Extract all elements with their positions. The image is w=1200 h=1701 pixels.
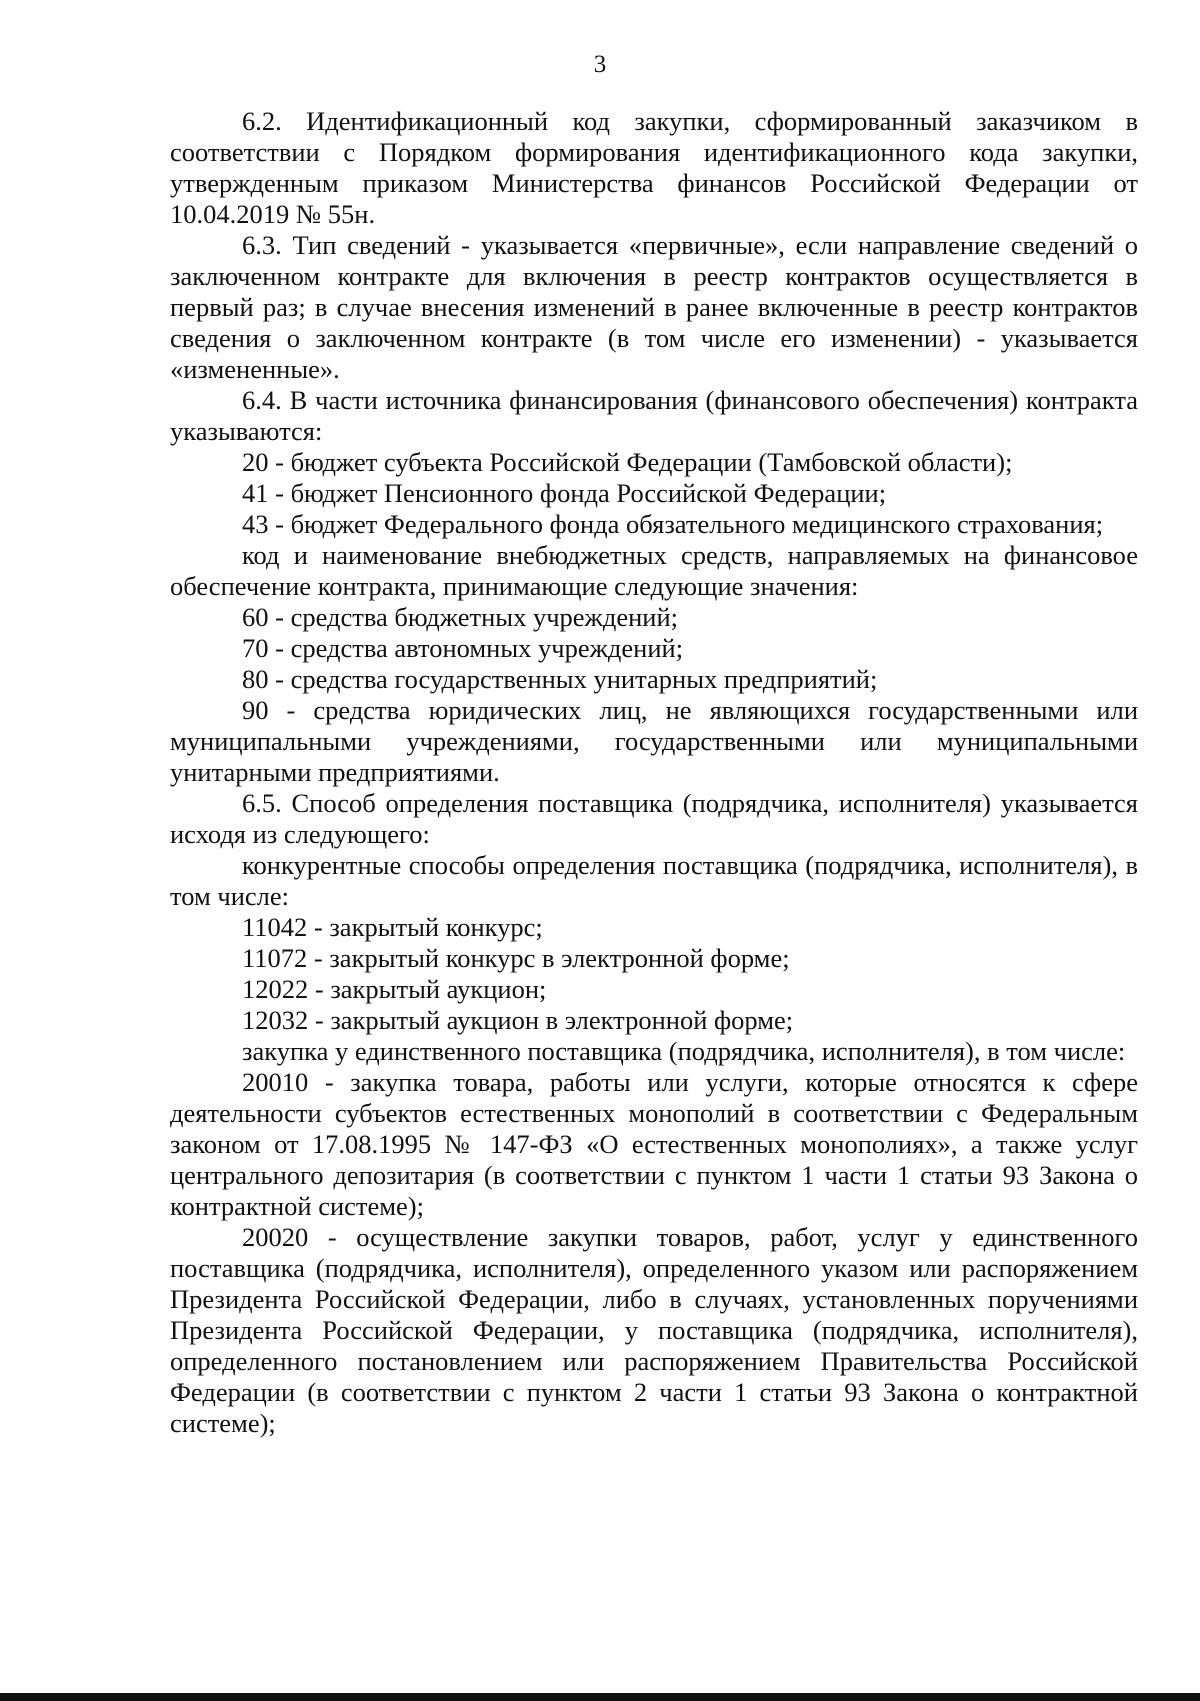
extrabudgetary-intro: код и наименование внебюджетных средств, направляемых на финансовое обеспечение контракта, принимающие следующие значения: — [170, 540, 1138, 601]
scan-bottom-edge — [0, 1693, 1200, 1701]
extrabudgetary-item: 90 - средства юридических лиц, не являющихся государственными или муниципальными учреждениями, государственными или муниципальными унитарными предприятиями. — [170, 695, 1138, 787]
method-code-item: 20020 - осуществление закупки товаров, работ, услуг у единственного поставщика (подрядчика, исполнителя), определенного указом или распоряжением Президента Российской Федерации, либо в случаях, установленных поручениями Президента Российской Федерации, у поставщика (подрядчика, исполнителя), определенного постановлением или распоряжением Правительства Российской Федерации (в соответствии с пунктом 2 части 1 статьи 93 Закона о контрактной системе); — [170, 1222, 1138, 1438]
method-code-item: 12032 - закрытый аукцион в электронной форме; — [242, 1005, 794, 1035]
page-number: 3 — [593, 51, 607, 78]
funding-source-item: 43 - бюджет Федерального фонда обязательного медицинского страхования; — [242, 509, 1104, 539]
method-code-item: 20010 - закупка товара, работы или услуги, которые относятся к сфере деятельности субъектов естественных монополий в соответствии с Федеральным законом от 17.08.1995 № 147-ФЗ «О естественных монополиях», а также услуг центрального депозитария (в соответствии с пунктом 1 части 1 статьи 93 Закона о контрактной системе); — [170, 1067, 1138, 1221]
funding-source-item: 41 - бюджет Пенсионного фонда Российской Федерации; — [242, 478, 887, 508]
extrabudgetary-item: 70 - средства автономных учреждений; — [242, 633, 684, 663]
paragraph-6-2: 6.2. Идентификационный код закупки, сформированный заказчиком в соответствии с Порядком формирования идентификационного кода закупки, утвержденным приказом Министерства финансов Российской Федерации от 10.04.2019 № 55н. — [170, 106, 1138, 229]
paragraph-6-3: 6.3. Тип сведений - указывается «первичные», если направление сведений о заключенном контракте для включения в реестр контрактов осуществляется в первый раз; в случае внесения изменений в ранее включенные в реестр контрактов сведения о заключенном контракте (в том числе его изменении) - указывается «измененные». — [170, 230, 1138, 384]
extrabudgetary-item: 80 - средства государственных унитарных предприятий; — [242, 664, 878, 694]
paragraph-6-5: 6.5. Способ определения поставщика (подрядчика, исполнителя) указывается исходя из следующего: — [170, 788, 1138, 849]
method-code-item: 12022 - закрытый аукцион; — [242, 974, 547, 1004]
competitive-methods-intro: конкурентные способы определения поставщика (подрядчика, исполнителя), в том числе: — [170, 850, 1138, 911]
single-supplier-intro: закупка у единственного поставщика (подрядчика, исполнителя), в том числе: — [242, 1036, 1126, 1066]
document-body — [170, 106, 1138, 1439]
paragraph-6-4: 6.4. В части источника финансирования (финансового обеспечения) контракта указываются: — [170, 385, 1138, 446]
method-code-item: 11072 - закрытый конкурс в электронной форме; — [242, 943, 790, 973]
method-code-item: 11042 - закрытый конкурс; — [242, 912, 543, 942]
extrabudgetary-item: 60 - средства бюджетных учреждений; — [242, 602, 679, 632]
funding-source-item: 20 - бюджет субъекта Российской Федерации (Тамбовской области); — [242, 447, 1013, 477]
